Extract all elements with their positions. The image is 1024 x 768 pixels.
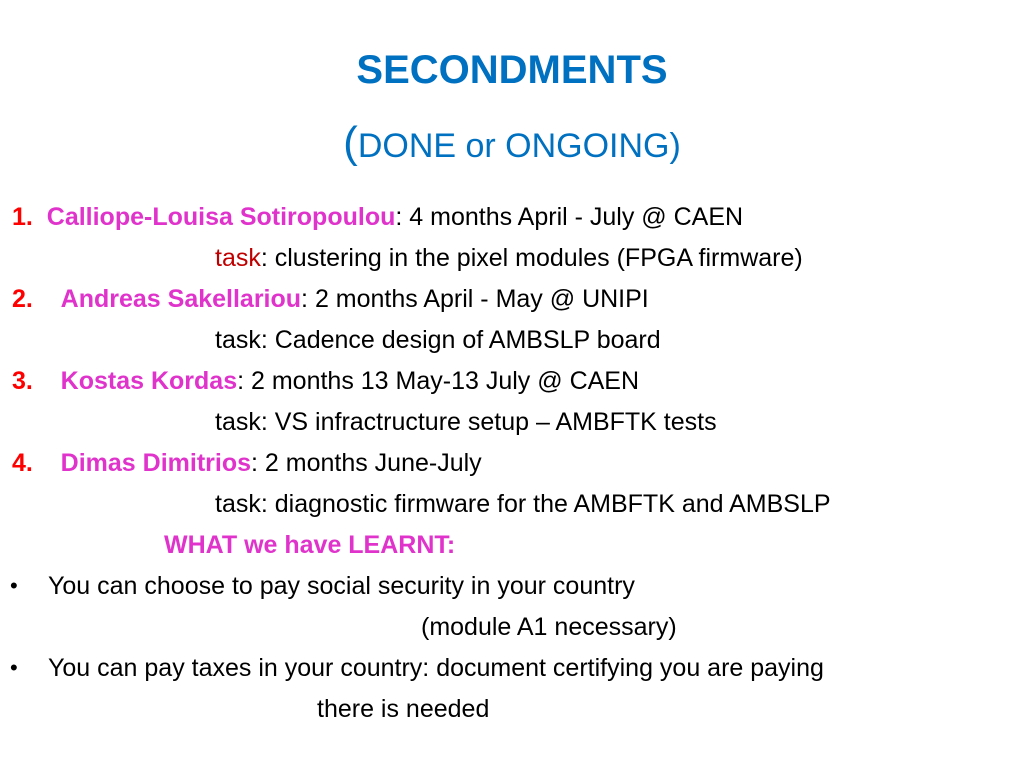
entry-1-name: Calliope-Louisa Sotiropoulou xyxy=(46,203,396,231)
entry-2-line xyxy=(12,284,649,314)
entry-3-line xyxy=(12,366,639,396)
entry-4-line xyxy=(12,448,482,478)
learnt-heading: WHAT we have LEARNT: xyxy=(164,531,456,559)
entry-1-line xyxy=(12,202,743,232)
entry-2-task: task: Cadence design of AMBSLP board xyxy=(215,326,661,354)
bullet-2-continuation: there is needed xyxy=(317,695,490,723)
subtitle-text: DONE or ONGOING) xyxy=(357,127,681,165)
entry-1-detail: : 4 months April - July @ CAEN xyxy=(395,203,744,231)
entry-4-task: task: diagnostic firmware for the AMBFTK and AMBSLP xyxy=(215,490,831,518)
entry-4-number: 4. xyxy=(12,449,33,477)
entry-3-name: Kostas Kordas xyxy=(60,367,238,395)
subtitle-paren: ( xyxy=(343,118,358,167)
entry-1-task-label: task xyxy=(215,244,261,272)
entry-1-number: 1. xyxy=(12,203,33,231)
entry-1-task xyxy=(215,243,803,273)
entry-1-task-text: : clustering in the pixel modules (FPGA firmware) xyxy=(260,244,803,272)
bullet-2-symbol: • xyxy=(10,655,18,680)
entry-3-detail: : 2 months 13 May-13 July @ CAEN xyxy=(237,367,640,395)
bullet-1-continuation: (module A1 necessary) xyxy=(421,613,677,641)
bullet-1-symbol: • xyxy=(10,573,18,598)
entry-3-number: 3. xyxy=(12,367,33,395)
entry-2-detail: : 2 months April - May @ UNIPI xyxy=(301,285,649,313)
entry-4-detail: : 2 months June-July xyxy=(251,449,482,477)
slide-subtitle xyxy=(0,118,1024,168)
entry-4-name: Dimas Dimitrios xyxy=(60,449,251,477)
bullet-1-text: You can choose to pay social security in your country xyxy=(48,572,635,600)
entry-2-number: 2. xyxy=(12,285,33,313)
bullet-2-text: You can pay taxes in your country: document certifying you are paying xyxy=(48,654,824,682)
entry-2-name: Andreas Sakellariou xyxy=(60,285,302,313)
entry-3-task: task: VS infractructure setup – AMBFTK tests xyxy=(215,408,717,436)
slide-title: SECONDMENTS xyxy=(356,48,668,92)
